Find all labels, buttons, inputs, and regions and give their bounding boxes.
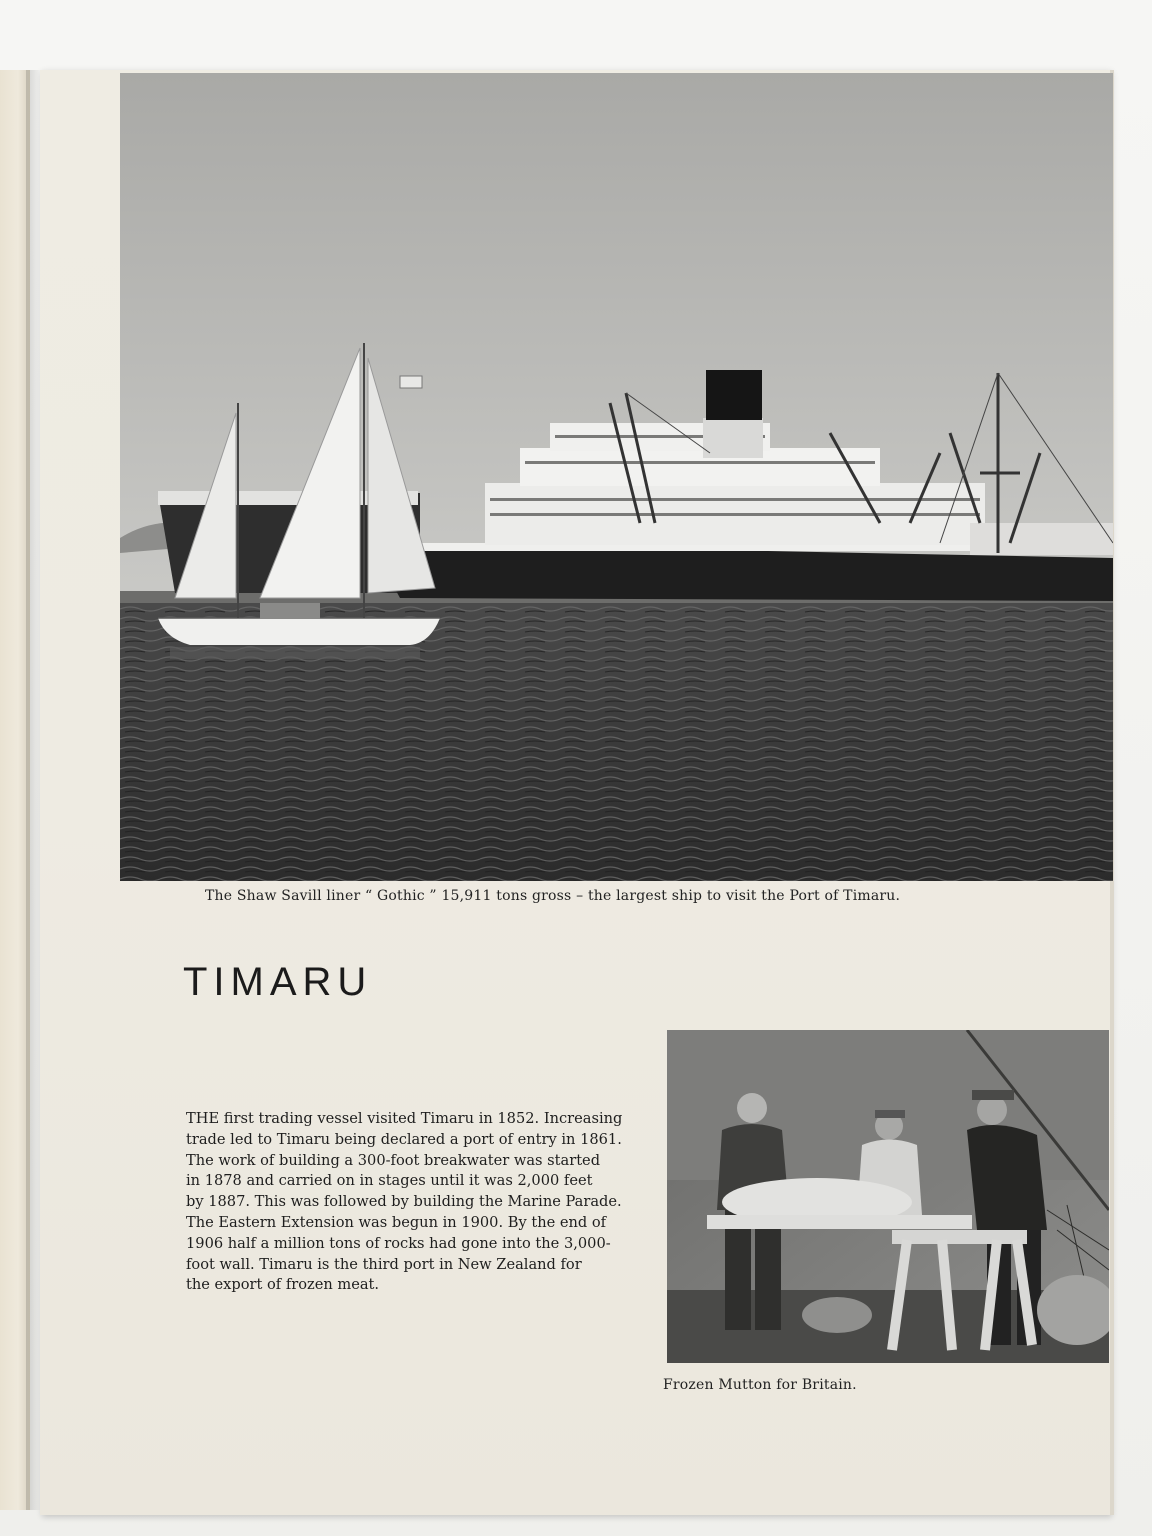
page-title: TIMARU [183,959,373,1004]
body-paragraph [186,1109,632,1296]
body-line: by 1887. This was followed by building the Marine Parade. [186,1193,622,1211]
body-line: THE first trading vessel visited Timaru in 1852. Increasing [186,1110,623,1127]
ship-photograph [120,73,1113,881]
body-line: foot wall. Timaru is the third port in New Zealand for [186,1255,582,1273]
body-line: the export of frozen meat. [186,1276,380,1294]
body-line: The work of building a 300-foot breakwater was started [186,1151,601,1169]
mutton-workers-photograph [667,1030,1109,1363]
body-line: in 1878 and carried on in stages until it was 2,000 feet [186,1172,593,1190]
main-photo-caption: The Shaw Savill liner “ Gothic ” 15,911 tons gross – the largest ship to visit the Port of Timaru. [205,888,901,904]
small-photo-caption: Frozen Mutton for Britain. [663,1377,857,1393]
body-line: 1906 half a million tons of rocks had gone into the 3,000- [186,1234,611,1252]
body-line: The Eastern Extension was begun in 1900. By the end of [186,1213,607,1231]
body-line: trade led to Timaru being declared a port of entry in 1861. [186,1130,622,1148]
